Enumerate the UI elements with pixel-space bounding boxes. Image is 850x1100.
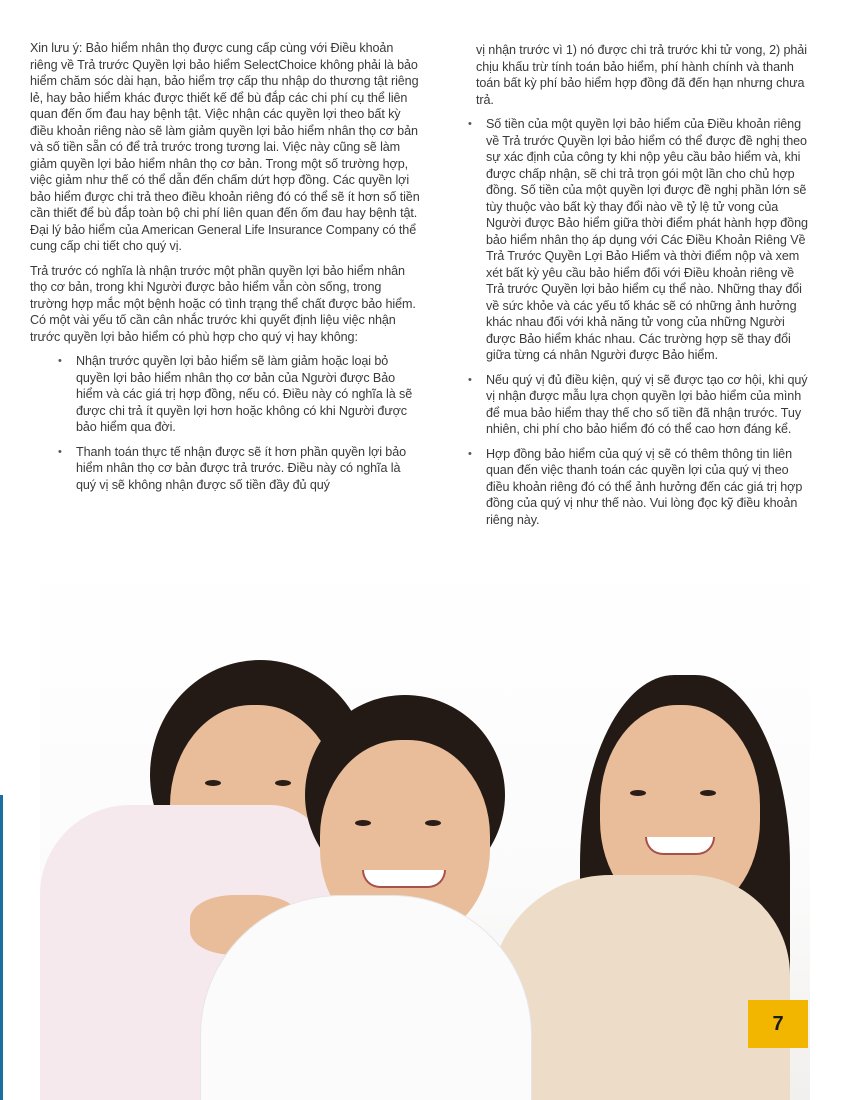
- left-text-column: [30, 40, 422, 501]
- acceleration-intro-paragraph: Trả trước có nghĩa là nhận trước một phần quyền lợi bảo hiểm nhân thọ cơ bản, trong khi Người được bảo hiểm vẫn còn sống, trong trường hợp mắc một bệnh hoặc có tình trạng thể chất được bảo hiểm. Có một vài yếu tố cần cân nhắc trước khi quyết định liệu việc nhận trước quyền lợi bảo hiểm có phù hợp cho quý vị hay không:: [30, 263, 416, 344]
- child-figure: [200, 555, 530, 1100]
- family-photo: [40, 555, 810, 1100]
- page-number-badge: 7: [748, 1000, 808, 1048]
- disclaimer-paragraph: Xin lưu ý: Bảo hiểm nhân thọ được cung cấp cùng với Điều khoản riêng về Trả trước Quyền lợi bảo hiểm SelectChoice không phải là bảo hiểm chăm sóc dài hạn, bảo hiểm trợ cấp thu nhập do thương tật riêng lẻ, hay bảo hiểm khác được thiết kế để bù đắp các chi phí cụ thể liên quan đến ốm đau hay bệnh tật. Việc nhận các quyền lợi theo bất kỳ điều khoản riêng nào sẽ làm giảm quyền lợi bảo hiểm nhân thọ cơ bản và số tiền sẵn có để trả trước trong tương lai. Việc này cũng sẽ làm giảm quyền lợi bảo hiểm nhân thọ cơ bản. Trong một số trường hợp, việc giảm như thế có thể dẫn đến chấm dứt hợp đồng. Các quyền lợi bảo hiểm được chi trả theo điều khoản riêng đó có thể sẽ ít hơn số tiền cần thiết để bù đắp toàn bộ chi phí liên quan đến ốm đau hay bệnh tật. Đại lý bảo hiểm của American General Life Insurance Company có thể cung cấp chi tiết cho quý vị.: [30, 41, 420, 253]
- list-item-continued: vị nhận trước vì 1) nó được chi trả trước khi tử vong, 2) phải chịu khấu trừ tính toán bảo hiểm, phí hành chính và thanh toán bất kỳ phí bảo hiểm hợp đồng đã đến hạn nhưng chưa trả.: [476, 43, 807, 107]
- list-item: • Số tiền của một quyền lợi bảo hiểm của Điều khoản riêng về Trả trước Quyền lợi bảo hiểm có thể được đề nghị theo sự xác định của công ty khi nộp yêu cầu bảo hiểm và, khi được chấp nhận, sẽ chi trả trọn gói một lần cho chủ hợp đồng. Số tiền của một quyền lợi được đề nghị phần lớn sẽ tùy thuộc vào bất kỳ thay đổi nào về tỷ lệ tử vong của Người được Bảo hiểm giữa thời điểm phát hành hợp đồng bảo hiểm nhân thọ áp dụng với Các Điều Khoản Riêng Về Trả Trước Quyền Lợi Bảo Hiểm và thời điểm nộp và xem xét bất kỳ yêu cầu bảo hiểm đối với Điều khoản riêng về Trả trước Quyền lợi bảo hiểm cụ thể nào. Những thay đổi về sức khỏe và các yếu tố khác sẽ có những ảnh hưởng khác nhau đối với khả năng tử vong của những Người được Bảo hiểm khác nhau. Các trường hợp sẽ thay đổi giữa từng cá nhân Người được Bảo hiểm.: [468, 116, 813, 364]
- list-item: • Nếu quý vị đủ điều kiện, quý vị sẽ được tạo cơ hội, khi quý vị nhận được mẫu lựa chọn quyền lợi bảo hiểm của mình để mua bảo hiểm thay thế cho số tiền đã nhận trước. Tuy nhiên, chi phí cho bảo hiểm đó có thể cao hơn đáng kể.: [468, 372, 813, 438]
- considerations-list-continued: [468, 42, 813, 528]
- list-item: • Nhận trước quyền lợi bảo hiểm sẽ làm giảm hoặc loại bỏ quyền lợi bảo hiểm nhân thọ cơ bản của Người được Bảo hiểm và các giá trị hợp đồng, nếu có. Điều này có nghĩa là sẽ được chi trả ít quyền lợi hơn hoặc không có khi Người được bảo hiểm qua đời.: [58, 353, 422, 436]
- right-text-column: [468, 42, 813, 536]
- accent-bar: [0, 795, 3, 1100]
- list-item: • Thanh toán thực tế nhận được sẽ ít hơn phần quyền lợi bảo hiểm nhân thọ cơ bản được trả trước. Điều này có nghĩa là quý vị sẽ không nhận được số tiền đầy đủ quý: [58, 444, 422, 494]
- considerations-list: [30, 353, 422, 493]
- list-item: • Hợp đồng bảo hiểm của quý vị sẽ có thêm thông tin liên quan đến việc thanh toán các quyền lợi của quý vị theo điều khoản riêng đó có thể ảnh hưởng đến các giá trị hợp đồng của quý vị như thế nào. Vui lòng đọc kỹ điều khoản riêng này.: [468, 446, 813, 529]
